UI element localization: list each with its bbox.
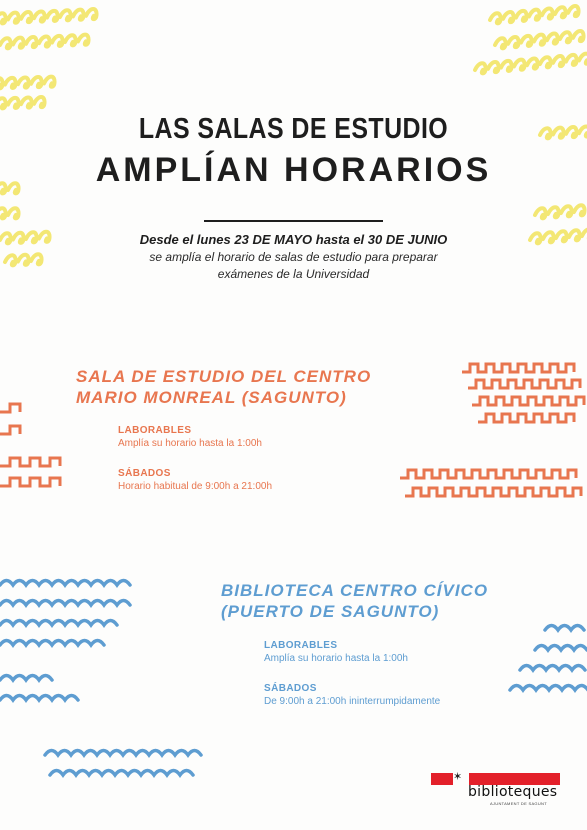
orange-zigzag-line <box>468 380 580 388</box>
logo-name: biblioteques <box>468 784 558 800</box>
blue-wave-line <box>45 751 201 756</box>
yellow-loop-line <box>540 126 587 138</box>
orange-zigzag-line <box>478 414 574 422</box>
biblioteques-logo <box>431 770 566 810</box>
yellow-loop-line <box>535 205 585 218</box>
orange-zigzag-line <box>0 404 20 412</box>
orange-zigzag-line <box>0 458 60 466</box>
page-title-line1: LAS SALAS DE ESTUDIO <box>138 113 449 145</box>
weekday-label: LABORABLES <box>118 425 192 436</box>
weekday-hours: Amplía su horario hasta la 1:00h <box>118 438 262 449</box>
blue-wave-line <box>0 696 78 701</box>
section-title-centro-civico <box>221 580 488 622</box>
description-line1: se amplía el horario de salas de estudio para preparar <box>149 250 438 264</box>
saturday-hours: De 9:00h a 21:00h ininterrumpidamente <box>264 696 441 707</box>
yellow-loop-line <box>490 6 579 23</box>
orange-zigzag-line <box>0 478 60 486</box>
blue-wave-line <box>0 621 117 626</box>
logo-red-block-icon <box>431 773 453 785</box>
date-range-text: Desde el lunes 23 DE MAYO hasta el 30 DE JUNIO <box>139 232 448 247</box>
blue-wave-line <box>535 646 587 651</box>
blue-wave-line <box>0 601 130 606</box>
description-text <box>0 249 587 283</box>
yellow-loop-line <box>0 77 55 89</box>
saturday-hours: Horario habitual de 9:00h a 21:00h <box>118 481 273 492</box>
blue-wave-line <box>0 676 52 681</box>
yellow-loop-line <box>0 35 89 49</box>
blue-wave-line <box>0 641 104 646</box>
logo-star-icon: ✶ <box>453 771 463 783</box>
blue-wave-line <box>520 666 585 671</box>
saturday-label: SÁBADOS <box>118 468 171 479</box>
yellow-loop-line <box>0 97 45 108</box>
yellow-loop-line <box>0 9 97 23</box>
yellow-loop-line <box>0 208 19 218</box>
weekday-label: LABORABLES <box>264 640 338 651</box>
page-title-line2: AMPLÍAN HORARIOS <box>95 151 492 189</box>
section-title-mario-monreal <box>76 366 371 408</box>
orange-zigzag-line <box>400 470 576 478</box>
section-title-line2: (PUERTO DE SAGUNTO) <box>221 602 440 621</box>
blue-wave-line <box>0 581 130 586</box>
description-line2: exámenes de la Universidad <box>217 267 370 281</box>
blue-wave-line <box>50 771 193 776</box>
orange-zigzag-line <box>0 426 20 434</box>
section-title-line1: BIBLIOTECA CENTRO CÍVICO <box>221 581 489 600</box>
title-divider <box>204 220 383 222</box>
yellow-loop-line <box>475 54 587 74</box>
weekday-hours: Amplía su horario hasta la 1:00h <box>264 653 408 664</box>
orange-zigzag-line <box>472 397 584 405</box>
logo-tagline: AJUNTAMENT DE SAGUNT <box>490 801 547 806</box>
orange-zigzag-line <box>405 488 581 496</box>
section-title-line1: SALA DE ESTUDIO DEL CENTRO <box>76 367 372 386</box>
saturday-label: SÁBADOS <box>264 683 317 694</box>
blue-wave-line <box>510 686 587 691</box>
yellow-loop-line <box>495 31 584 48</box>
section-title-line2: MARIO MONREAL (SAGUNTO) <box>76 388 347 407</box>
blue-wave-line <box>545 626 584 631</box>
orange-zigzag-line <box>462 364 574 372</box>
